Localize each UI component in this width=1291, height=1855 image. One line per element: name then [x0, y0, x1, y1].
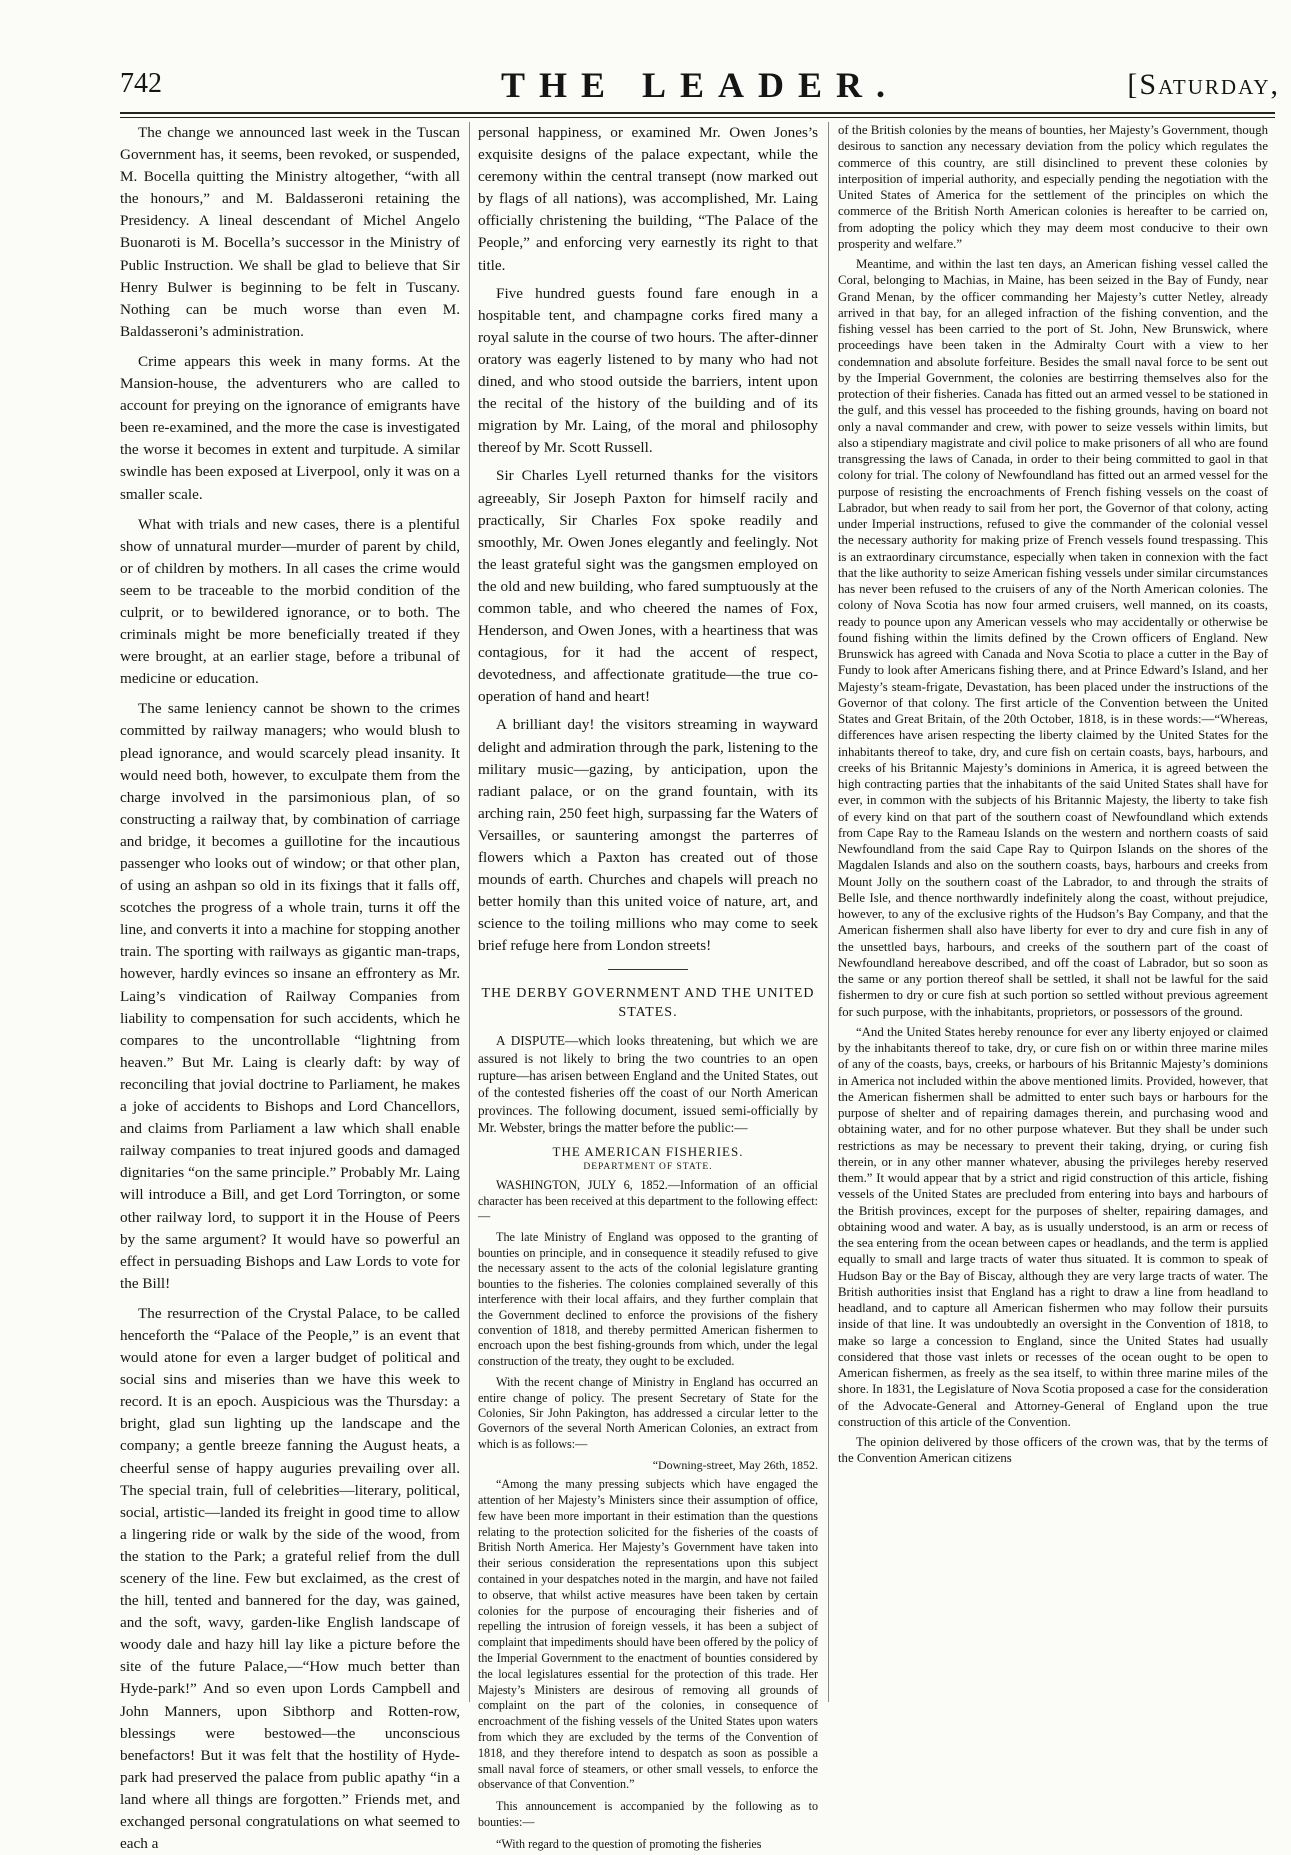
paragraph: What with trials and new cases, there is a plentiful show of unnatural murder—murder of parent by child, or of children by mothers. In all cases the crime would seem to be traceable to the morbid condition of the culprit, or to bewildered ignorance, or to both. The criminals might be more beneficially treated if they were brought, at an earlier stage, before a tribunal of medicine or education.	[120, 515, 460, 688]
paragraph: Five hundred guests found fare enough in a hospitable tent, and champagne corks fired many a royal salute in the course of two hours. The after-dinner oratory was eagerly listened to by many who had not dined, and who stood outside the barriers, intent upon the recital of the history of the building and of its migration by Mr. Laing, of the moral and philosophy thereof by Mr. Scott Russell.	[478, 284, 818, 457]
paragraph: With the recent change of Ministry in England has occurred an entire change of policy. The present Secretary of State for the Colonies, Sir John Pakington, has addressed a circular letter to the Governors of the several North American Colonies, an extract from which is as follows:—	[478, 1375, 818, 1451]
column-1	[120, 122, 460, 1853]
column-divider	[828, 122, 829, 1702]
masthead	[120, 58, 1280, 108]
paragraph: WASHINGTON, JULY 6, 1852.—Information of an official character has been received at this department to the following effect:—	[478, 1178, 818, 1224]
page-number: 742	[120, 68, 162, 99]
paragraph: The late Ministry of England was opposed to the granting of bounties on principle, and in consequence it steadily refused to give the necessary assent to the acts of the colonial legislature granting bounties to the fisheries. The colonies complained severally of this interference with their local affairs, and they further complain that the Government declined to enforce the provisions of the fishery convention of 1818, and thereby permitted American fishermen to encroach upon the best fishing-grounds from which, under the legal construction of the treaty, they ought to be excluded.	[478, 1230, 818, 1368]
section-rule	[608, 969, 688, 970]
article-heading: THE DERBY GOVERNMENT AND THE UNITED STATES.	[481, 986, 815, 1021]
column-3	[838, 122, 1268, 1707]
paragraph: The same leniency cannot be shown to the crimes committed by railway managers; who would blush to plead ignorance, and would scarcely plead insanity. It would need both, however, to exculpate them from the charge involved in the parsimonious plan, of so constructing a railway that, by combination of carriage and bridge, it becomes a guillotine for the incautious passenger who looks out of window; or that other plan, of using an ashpan so old in its fixings that it falls off, scotches the progress of a whole train, turns it off the line, and converts it into a machine for stopping another train. The sporting with railways as gigantic man-traps, however, hardly evinces so insane an effrontery as Mr. Laing’s vindication of Railway Companies from liability to compensation for such accidents, which he compares to the uncontrollable “lightning from heaven.” But Mr. Laing is clearly daft: by way of reconciling that jovial doctrine to Parliament, he makes a joke of accidents to Bishops and Lord Chancellors, and claims from Parliament a law which shall enable railway companies to treat injured goods and damaged dignitaries “on the same principle.” Probably Mr. Laing will introduce a Bill, and get Lord Torrington, or some other railway lord, to support it in the House of Peers by the same argument? It would have so powerful an effect in persuading Bishops and Law Lords to vote for the Bill!	[120, 700, 460, 1292]
paragraph: This announcement is accompanied by the following as to bounties:—	[478, 1799, 818, 1829]
masthead-rule	[120, 112, 1275, 118]
column-2	[478, 122, 818, 1851]
letter-dateline: “Downing-street, May 26th, 1852.	[652, 1458, 818, 1473]
paragraph: “With regard to the question of promoting the fisheries	[496, 1836, 762, 1851]
paragraph: Sir Charles Lyell returned thanks for the visitors agreeably, Sir Joseph Paxton for himself racily and practically, Sir Charles Fox spoke readily and smoothly, Mr. Owen Jones elegantly and feelingly. Not the least grateful sight was the gangsmen employed on the old and new building, who fared sumptuously at the common table, and who cheered the names of Fox, Henderson, and Owen Jones, with a heartiness that was contagious, for it had the accent of respect, devotedness, and affectionate gratitude—the true co-operation of hand and heart!	[478, 467, 818, 706]
document-subheading: DEPARTMENT OF STATE.	[583, 1162, 713, 1173]
paragraph: The opinion delivered by those officers of the crown was, that by the terms of the Convention American citizens	[838, 1435, 1268, 1466]
paragraph: The change we announced last week in the Tuscan Government has, it seems, been revoked, or suspended, M. Bocella quitting the Ministry altogether, “with all the honours,” and M. Baldasseroni retaining the Presidency. A lineal descendant of Michel Angelo Buonaroti is M. Bocella’s successor in the Ministry of Public Instruction. We shall be glad to believe that Sir Henry Bulwer is beginning to be felt in Tuscany. Nothing can be much worse than even M. Baldasseroni’s administration.	[120, 124, 460, 340]
paragraph: Meantime, and within the last ten days, an American fishing vessel called the Coral, belonging to Machias, in Maine, has been seized in the Bay of Fundy, near Grand Menan, by the officer commanding her Majesty’s cutter Netley, already arrived in that bay, for an alleged infraction of the fishing convention, and the fishing vessel has been carried to the port of St. John, New Brunswick, where proceedings have been taken in the Admiralty Court with a view to her condemnation and absolute forfeiture. Besides the small naval force to be sent out by the Imperial Government, the colonies are bestirring themselves also for the protection of their fisheries. Canada has fitted out an armed vessel to be stationed in the gulf, and this vessel has proceeded to the fishing grounds, having on board not only a naval commander and crew, with power to seize vessels within limits, but also a stipendiary magistrate and civil police to make prisoners of all who are found transgressing the laws of Canada, in order to their being committed to gaol in that colony for trial. The colony of Newfoundland has fitted out an armed vessel for the purpose of resisting the encroachments of French fishing vessels on the coast of Labrador, but when ready to sail from her port, the Governor of that colony, acting under Imperial instructions, refused to give the commander of the colonial vessel the necessary authority for making prize of French vessels found trespassing. This is an extraordinary circumstance, especially when taken in connexion with the fact that the like authority to seize American fishing vessels under similar circumstances has never been refused to the cruisers of any of the North American colonies. The colony of Nova Scotia has now four armed cruisers, well manned, on its coasts, ready to pounce upon any American vessels who may accidentally or otherwise be found fishing within the limits defined by the Crown officers of England. New Brunswick has agreed with Canada and Nova Scotia to place a cutter in the Bay of Fundy to look after Americans fishing there, and at Prince Edward’s Island, and her Majesty’s steam-frigate, Devastation, has been placed under the instructions of the Governor of that colony. The first article of the Convention between the United States and Great Britain, of the 20th October, 1818, is in these words:—“Whereas, differences have arisen respecting the liberty claimed by the United States for the inhabitants thereof to take, dry, and cure fish on certain coasts, bays, harbours, and creeks of his Britannic Majesty’s dominions in America, it is agreed between the high contracting parties that the inhabitants of the said United States shall have for ever, in common with the subjects of his Britannic Majesty, the liberty to take fish of every kind on that part of the southern coast of Newfoundland which extends from Cape Ray to the Rameau Islands on the western and northern coasts of said Newfoundland from the said Cape Ray to Quirpon Islands on the shores of the Magdalen Islands and also on the southern coasts, bays, harbours and creeks from Mount Jolly on the southern coast of the Labrador, to and through the straits of Belle Isle, and thence northwardly indefinitely along the coast, without prejudice, however, to any of the exclusive rights of the Hudson’s Bay Company, and that the American fishermen shall also have liberty for ever to dry and cure fish in any of the unsettled bays, harbours, and creeks of the southern part of the coast of Newfoundland hereabove described, and off the coast of Labrador, but so soon as the same or any portion thereof shall be settled, it shall not be lawful for the said fishermen to dry or cure fish at such portion so settled without previous agreement for such purpose, with the inhabitants, proprietors, or possessors of the ground.	[838, 257, 1268, 1019]
paragraph: A brilliant day! the visitors streaming in wayward delight and admiration through the park, listening to the military music—gazing, by anticipation, upon the radiant palace, or on the grand fountain, with its arching rain, 250 feet high, surpassing far the Waters of Versailles, or sauntering amongst the parterres of flowers which a Paxton has created out of those mounds of earth. Churches and chapels will preach no better homily than this united voice of nature, art, and science to the toiling millions who may come to seek brief refuge here from London streets!	[478, 716, 818, 955]
article-intro: A DISPUTE—which looks threatening, but which we are assured is not likely to bring the two countries to an open rupture—has arisen between England and the United States, out of the contested fisheries off the coast of our North American provinces. The following document, issued semi-officially by Mr. Webster, brings the matter before the public:—	[478, 1033, 818, 1135]
paragraph: of the British colonies by the means of bounties, her Majesty’s Government, though desirous to sanction any necessary deviation from the policy which regulates the commerce of this country, are still disinclined to prevent these colonies by interposition of imperial authority, and especially pending the negotiation with the United States of America for the settlement of the principles on which the commerce of the British North American colonies is hereafter to be carried on, from adopting the policy which they may deem most conducive to their own prosperity and welfare.”	[838, 123, 1268, 251]
paragraph: “Among the many pressing subjects which have engaged the attention of her Majesty’s Ministers since their assumption of office, few have been more important in their estimation than the questions relating to the protection solicited for the fisheries of the coasts of British North America. Her Majesty’s Government have taken into their serious consideration the representations upon this subject contained in your despatches noted in the margin, and have not failed to observe, that whilst active measures have been taken by certain colonies for the purpose of encouraging their fisheries and of repelling the intrusion of foreign vessels, it has been a subject of complaint that impediments should have been offered by the policy of the Imperial Government to the enactment of bounties considered by the local legislatures essential for the protection of this trade. Her Majesty’s Ministers are desirous of removing all grounds of complaint on the part of the colonies, in consequence of encroachment of the fishing vessels of the United States upon waters from which they are excluded by the terms of the Convention of 1818, and they therefore intend to despatch as soon as possible a small naval force of steamers, or other small vessels, to enforce the observance of that Convention.”	[478, 1477, 818, 1792]
paragraph: The resurrection of the Crystal Palace, to be called henceforth the “Palace of the People,” is an event that would atone for even a larger budget of political and social sins and miseries than we have this week to record. It is an epoch. Auspicious was the Thursday: a bright, glad sun lighting up the landscape and the company; a gentle breeze fanning the August heats, a cheerful sense of happy auguries prevailing over all. The special train, full of celebrities—literary, political, social, artistic—landed its freight in good time to allow a lingering ride or walk by the side of the wood, from the station to the Park; a grateful relief from the dull scenery of the line. Few but exclaimed, as the crest of the hill, tented and bannered for the day, was gained, and the soft, wavy, garden-like English landscape of woody dale and hazy hill lay like a picture before the site of the future Palace,—“How much better than Hyde-park!” And so even upon Lords Campbell and John Manners, upon Sibthorp and Rotten-row, blessings were bestowed—the unconscious benefactors! But it was felt that the hostility of Hyde-park had preserved the palace from public apathy “in a land where all things are forgotten.” Friends met, and exchanged personal congratulations on what seemed to each a	[120, 1304, 460, 1853]
paragraph: Crime appears this week in many forms. At the Mansion-house, the adventurers who are called to account for preying on the ignorance of emigrants have been re-examined, and the more the case is investigated the worse it becomes in extent and turpitude. A similar swindle has been exposed at Liverpool, only it was on a smaller scale.	[120, 352, 460, 503]
newspaper-title: THE LEADER.	[500, 65, 900, 105]
paragraph: personal happiness, or examined Mr. Owen Jones’s exquisite designs of the palace expectant, while the ceremony within the central transept (now marked out by flags of all nations), was accomplished, Mr. Laing officially christening the building, “The Palace of the People,” and enforcing very earnestly its right to that title.	[478, 124, 818, 274]
paragraph: “And the United States hereby renounce for ever any liberty enjoyed or claimed by the inhabitants thereof to take, dry, or cure fish on or within three marine miles of any of the coasts, bays, creeks, or harbours of his Britannic Majesty’s dominions in America not included within the above mentioned limits. Provided, however, that the American fishermen shall be admitted to enter such bays or harbours for the purpose of shelter and of repairing damages therein, and purchasing wood and obtaining water, and for no other purpose whatever. But they shall be under such restrictions as may be necessary to prevent their taking, drying, or curing fish therein, or in any other manner whatever, abusing the privileges hereby reserved them.” It would appear that by a strict and rigid construction of this article, fishing vessels of the United States are precluded from entering into bays and harbours of the British provinces, except for the purposes of shelter, repairing damages, and obtaining wood and water. A bay, as is usually understood, is an arm or recess of the sea entering from the ocean between capes or headlands, and the term is applied equally to small and large tracts of water thus situated. It is common to speak of Hudson Bay or the Bay of Biscay, although they are very large tracts of water. The British authorities insist that England has a right to draw a line from headland to headland, and to capture all American fishermen who may follow their pursuits inside of that line. It was undoubtedly an oversight in the Convention of 1818, to make so large a concession to England, since the United States had usually considered that those vast inlets or recesses of the ocean ought to be open to American fishermen, as freely as the sea itself, to within three marine miles of the shore. In 1831, the Legislature of Nova Scotia proposed a case for the consideration of the Advocate-General and Attorney-General of England upon the true construction of this article of the Convention.	[838, 1024, 1268, 1429]
column-divider	[469, 122, 470, 1702]
issue-day: [Saturday,	[1127, 68, 1280, 101]
document-heading: THE AMERICAN FISHERIES.	[552, 1144, 744, 1160]
